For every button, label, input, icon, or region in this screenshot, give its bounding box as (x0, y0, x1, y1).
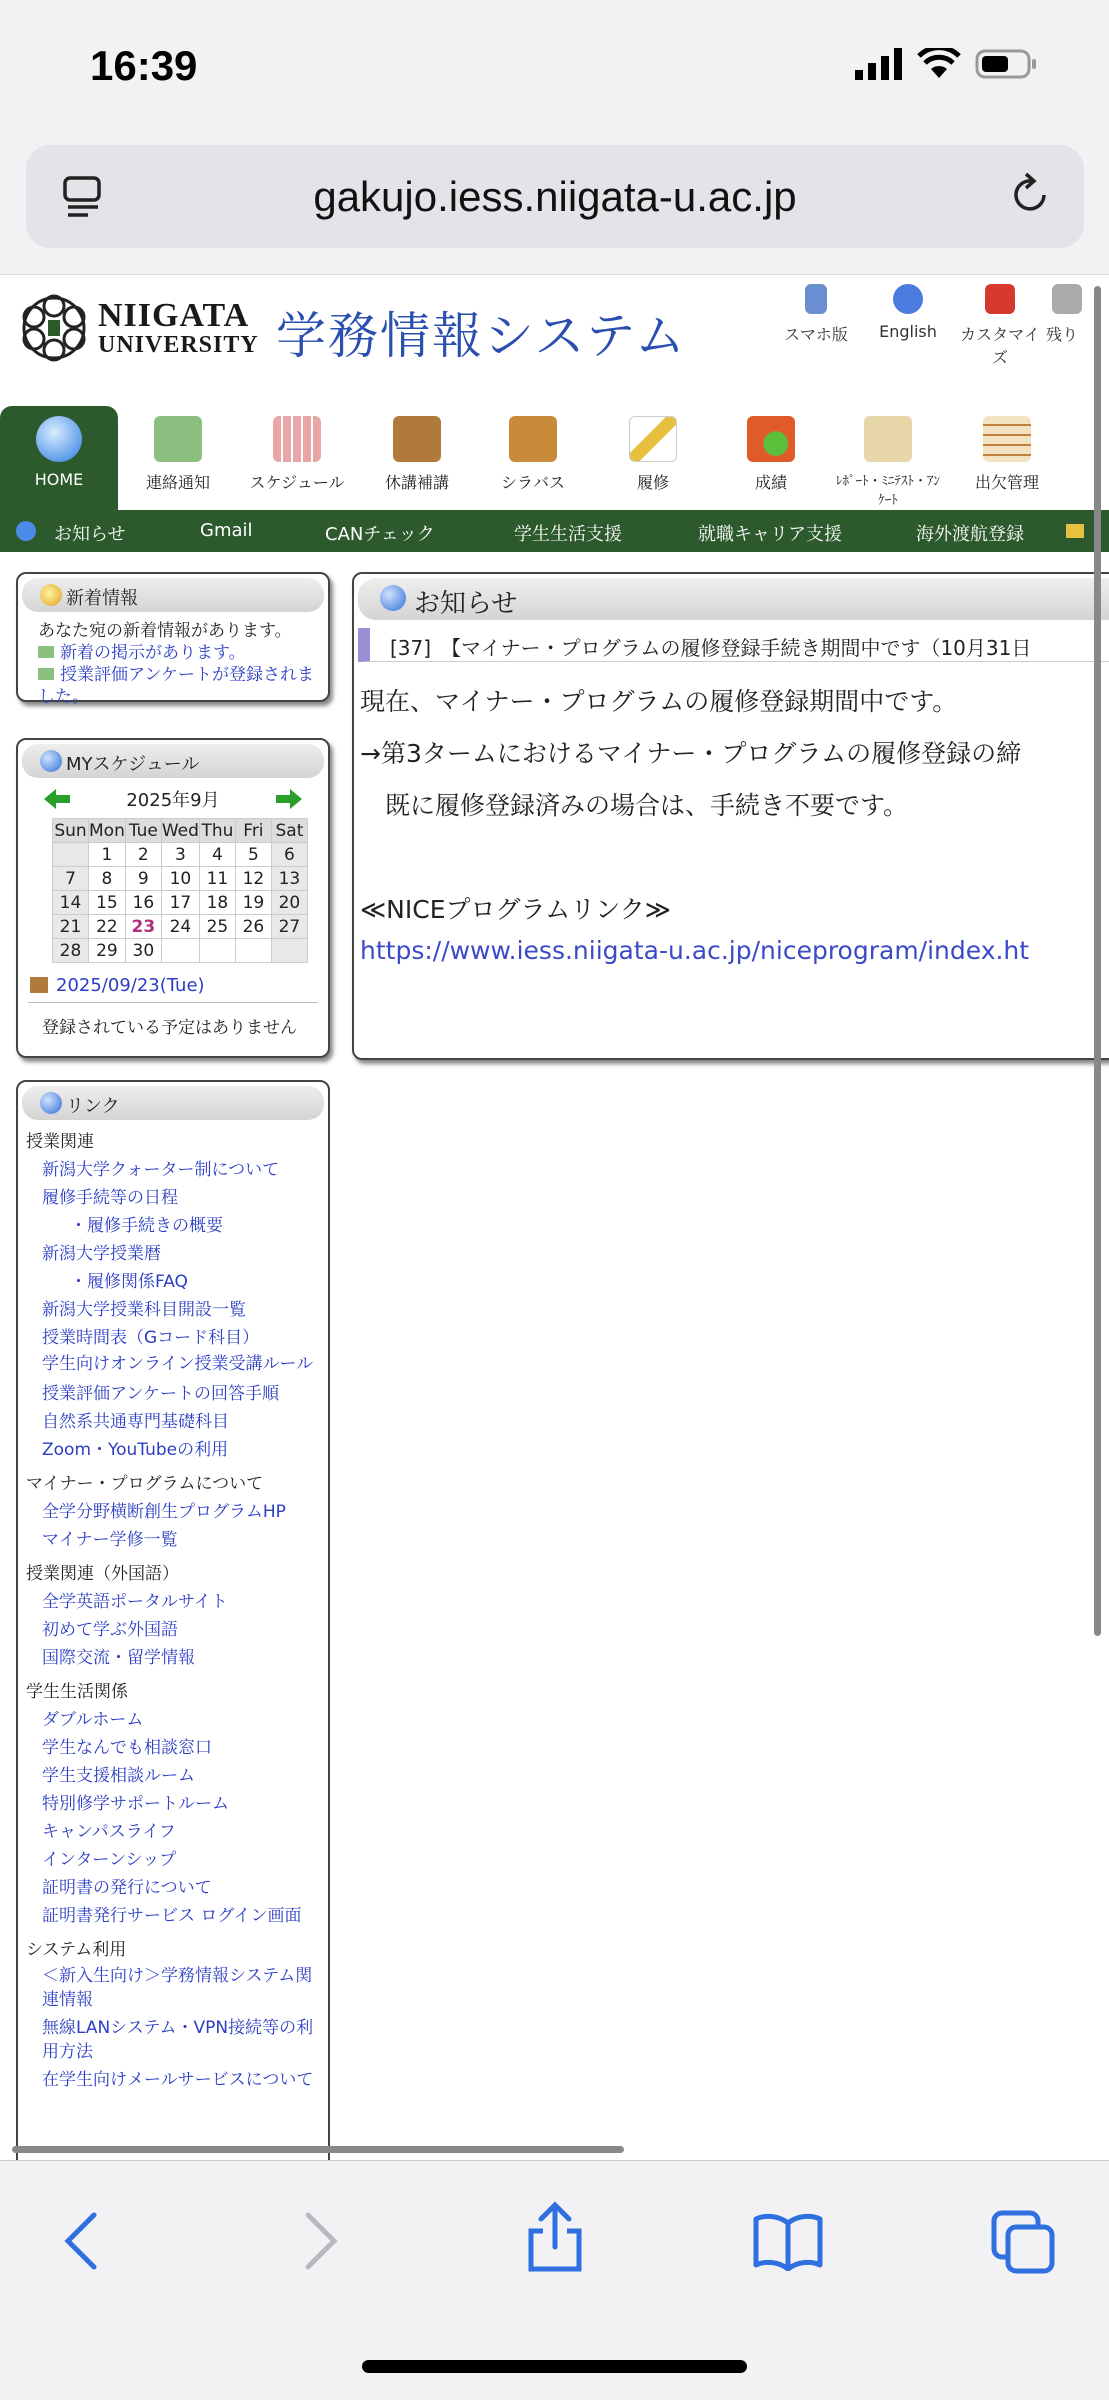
links-box (16, 1080, 330, 2160)
link-item[interactable]: 特別修学サポートルーム (42, 1794, 229, 1814)
weekday-header: Thu (199, 819, 235, 843)
subnav-can-check[interactable]: CANチェック (325, 524, 435, 545)
attendance-icon (983, 416, 1031, 462)
calendar-day[interactable]: 24 (161, 915, 199, 939)
calendar-day[interactable]: 30 (125, 939, 161, 963)
nice-program-link[interactable]: https://www.iess.niigata-u.ac.jp/niceprogram/index.ht (360, 936, 1030, 965)
calendar-day[interactable]: 2 (125, 843, 161, 867)
link-item[interactable]: ・履修手続きの概要 (70, 1216, 223, 1236)
calendar-icon (273, 416, 321, 462)
link-item[interactable]: 全学英語ポータルサイト (42, 1592, 228, 1612)
news-box (16, 572, 330, 707)
link-item[interactable]: 新潟大学クォーター制について (42, 1160, 280, 1180)
weekday-header: Wed (161, 820, 199, 841)
calendar-day[interactable] (53, 843, 89, 867)
status-bar (0, 0, 1109, 135)
forward-icon[interactable] (298, 2211, 342, 2271)
info-icon (380, 585, 406, 611)
calendar-day[interactable]: 15 (89, 891, 126, 915)
calendar-day[interactable]: 9 (125, 867, 161, 891)
calendar-day[interactable]: 5 (235, 843, 271, 867)
menu-syllabus[interactable]: シラバス (478, 406, 588, 510)
globe-icon (893, 284, 923, 314)
logo-sub-text: UNIVERSITY (98, 332, 259, 358)
notice-line: →第3タームにおけるマイナー・プログラムの履修登録の締 (360, 739, 1022, 768)
link-item[interactable]: Zoom・YouTubeの利用 (42, 1440, 229, 1460)
url-text[interactable]: gakujo.iess.niigata-u.ac.jp (313, 173, 797, 220)
links-header: リンク (22, 1086, 324, 1120)
calendar-day[interactable]: 26 (235, 915, 271, 939)
link-item[interactable]: 全学分野横断創生プログラムHP (42, 1502, 286, 1522)
site-header (0, 276, 1109, 406)
menu-notification[interactable]: 連絡通知 (123, 406, 233, 510)
menu-report-test-survey[interactable]: ﾚﾎﾟｰﾄ・ﾐﾆﾃｽﾄ・ｱﾝｹｰﾄ (833, 406, 943, 510)
notice-icon (154, 416, 202, 462)
folder-icon (1066, 524, 1084, 538)
prev-month-arrow-icon[interactable] (44, 789, 70, 809)
sub-navigation (0, 510, 1109, 552)
calendar-day[interactable]: 27 (271, 915, 307, 939)
university-logo[interactable] (18, 292, 259, 364)
top-link-customize[interactable]: カスタマイズ (954, 284, 1046, 368)
calendar-day[interactable]: 1 (89, 843, 126, 867)
notice-header: お知らせ (358, 578, 1109, 620)
smartphone-icon (805, 284, 827, 314)
calendar-day[interactable]: 6 (271, 843, 307, 867)
calendar-day[interactable]: 8 (89, 867, 126, 891)
timer-icon (1052, 284, 1082, 314)
link-item[interactable]: ＜新入生向け＞学務情報システム関連情報 (42, 1966, 313, 2010)
info-icon (40, 750, 62, 772)
calendar-day[interactable]: 11 (199, 867, 235, 891)
link-item[interactable]: 在学生向けメールサービスについて (42, 2070, 314, 2090)
no-events-text: 登録されている予定はありません (28, 1002, 318, 1046)
calendar-day[interactable]: 13 (271, 867, 307, 891)
horizontal-scrollbar[interactable] (12, 2146, 624, 2153)
calendar-day (235, 939, 271, 963)
news-icon (40, 584, 62, 606)
calendar-day[interactable]: 12 (235, 867, 271, 891)
bookmarks-icon[interactable] (752, 2211, 824, 2271)
weekday-header: Mon (89, 820, 125, 841)
book-icon (393, 416, 441, 462)
news-intro: あなた宛の新着情報があります。 (38, 621, 292, 641)
subnav-gmail[interactable]: Gmail (200, 520, 253, 541)
tabs-icon[interactable] (990, 2209, 1056, 2275)
logo-main-text: NIIGATA (98, 297, 250, 334)
calendar-day[interactable]: 10 (161, 867, 199, 891)
main-menu (0, 406, 1109, 510)
link-group-heading: システム利用 (26, 1940, 127, 1960)
top-link-remaining[interactable]: 残り (1046, 284, 1086, 368)
vertical-scrollbar[interactable] (1094, 286, 1101, 1636)
calendar-grid (52, 818, 308, 963)
link-group-heading: 学生生活関係 (26, 1682, 128, 1702)
status-icons (855, 48, 1039, 80)
menu-registration[interactable]: 履修 (598, 406, 708, 510)
link-item[interactable]: 無線LANシステム・VPN接続等の利用方法 (42, 2018, 314, 2062)
link-item[interactable]: 国際交流・留学情報 (42, 1648, 195, 1668)
link-item[interactable]: 履修手続等の日程 (42, 1188, 178, 1208)
link-item[interactable]: 授業時間表（Gコード科目） (42, 1328, 260, 1348)
notice-body (354, 662, 1109, 936)
grades-icon (747, 416, 795, 462)
link-item[interactable]: インターンシップ (42, 1850, 177, 1870)
link-group-heading: マイナー・プログラムについて (26, 1474, 264, 1494)
top-links (770, 284, 1086, 368)
calendar-day[interactable]: 19 (235, 891, 271, 915)
link-item[interactable]: マイナー学修一覧 (42, 1530, 178, 1550)
notice-panel (352, 572, 1109, 1060)
top-link-smartphone[interactable]: スマホ版 (770, 284, 862, 368)
next-month-arrow-icon[interactable] (276, 789, 302, 809)
pencil-icon (629, 416, 677, 462)
notice-item-title[interactable]: [37] 【マイナー・プログラムの履修登録手続き期間中です（10月31日 (358, 628, 1109, 662)
tools-icon (985, 284, 1015, 314)
calendar-day (199, 939, 235, 963)
weekday-header: Fri (235, 819, 271, 843)
link-item[interactable]: 自然系共通専門基礎科目 (42, 1412, 229, 1432)
calendar-day[interactable]: 21 (53, 915, 89, 939)
top-link-english[interactable]: English (862, 284, 954, 368)
menu-attendance[interactable]: 出欠管理 (952, 406, 1062, 510)
calendar-day[interactable]: 17 (161, 891, 199, 915)
link-item[interactable]: 証明書の発行について (42, 1878, 212, 1898)
calendar-day[interactable]: 28 (53, 939, 89, 963)
calendar-day[interactable]: 22 (89, 915, 126, 939)
menu-cancelled-classes[interactable]: 休講補講 (362, 406, 472, 510)
signal-icon (855, 48, 903, 80)
calendar-day[interactable]: 18 (199, 891, 235, 915)
link-item[interactable]: 授業評価アンケートの回答手順 (42, 1384, 279, 1404)
link-item[interactable]: 新潟大学授業暦 (42, 1244, 161, 1264)
news-item[interactable]: 新着の掲示があります。 (38, 642, 318, 664)
web-page (0, 276, 1109, 2160)
subnav-notice[interactable]: お知らせ (54, 524, 126, 545)
weekday-header: Sat (271, 819, 307, 843)
weekday-header: Tue (125, 819, 161, 843)
link-item[interactable]: ・履修関係FAQ (70, 1272, 188, 1292)
calendar-day[interactable]: 4 (199, 843, 235, 867)
link-item[interactable]: 初めて学ぶ外国語 (42, 1620, 178, 1640)
university-emblem-icon (18, 292, 90, 364)
status-time: 16:39 (90, 42, 198, 89)
link-item[interactable]: ダブルホーム (42, 1710, 144, 1730)
news-item[interactable]: 授業評価アンケートが登録されました。 (38, 665, 314, 707)
share-icon[interactable] (525, 2201, 585, 2273)
schedule-box (16, 738, 330, 1058)
calendar-day[interactable]: 16 (125, 891, 161, 915)
menu-home[interactable]: HOME (0, 406, 118, 510)
menu-schedule[interactable]: スケジュール (242, 406, 352, 510)
schedule-header: MYスケジュール (22, 744, 324, 778)
notice-line (360, 832, 1109, 884)
syllabus-icon (509, 416, 557, 462)
info-icon (16, 521, 36, 541)
calendar-month: 2025年9月 (126, 790, 220, 811)
reload-icon[interactable] (1008, 171, 1052, 219)
selected-date-link[interactable]: 2025/09/23(Tue) (18, 963, 328, 996)
subnav-career[interactable]: 就職キャリア支援 (698, 524, 842, 545)
subnav-overseas[interactable]: 海外渡航登録 (916, 524, 1024, 545)
home-indicator (362, 2360, 747, 2373)
address-bar-area (0, 135, 1109, 275)
notice-line: ≪NICEプログラムリンク≫ (360, 895, 671, 924)
calendar-day[interactable]: 25 (199, 915, 235, 939)
calendar-day[interactable]: 14 (53, 891, 89, 915)
calendar-day-today[interactable]: 23 (125, 915, 161, 939)
bulletin-icon (38, 668, 54, 680)
info-icon (40, 1092, 62, 1114)
book-icon (30, 977, 48, 993)
link-item[interactable]: 学生なんでも相談窓口 (42, 1738, 212, 1758)
wifi-icon (917, 48, 961, 80)
system-title: 学務情報システム (276, 307, 687, 365)
link-group-heading: 授業関連 (26, 1132, 94, 1152)
link-item[interactable]: キャンパスライフ (42, 1822, 176, 1842)
calendar-day (271, 939, 307, 963)
home-icon (36, 416, 82, 462)
calendar-day[interactable]: 3 (161, 843, 199, 867)
link-group-heading: 授業関連（外国語） (26, 1564, 179, 1584)
weekday-header: Sun (54, 820, 87, 841)
link-item[interactable]: 新潟大学授業科目開設一覧 (42, 1300, 246, 1320)
bulletin-icon (38, 646, 54, 658)
notice-line: 既に履修登録済みの場合は、手続き不要です。 (360, 791, 909, 820)
battery-icon (975, 48, 1039, 80)
notice-line: 現在、マイナー・プログラムの履修登録期間中です。 (360, 687, 958, 716)
subnav-student-life[interactable]: 学生生活支援 (514, 524, 622, 545)
link-item[interactable]: 証明書発行サービス ログイン画面 (42, 1906, 302, 1926)
news-header: 新着情報 (22, 578, 324, 612)
address-bar[interactable] (26, 145, 1084, 248)
link-item[interactable]: 学生向けオンライン授業受講ルール (42, 1354, 314, 1374)
calendar-day (161, 939, 199, 963)
link-item[interactable]: 学生支援相談ルーム (42, 1766, 195, 1786)
back-icon[interactable] (60, 2211, 104, 2271)
report-icon (864, 416, 912, 462)
calendar-day[interactable]: 29 (89, 939, 126, 963)
calendar-day[interactable]: 20 (271, 891, 307, 915)
calendar-day[interactable]: 7 (53, 867, 89, 891)
menu-grades[interactable]: 成績 (716, 406, 826, 510)
